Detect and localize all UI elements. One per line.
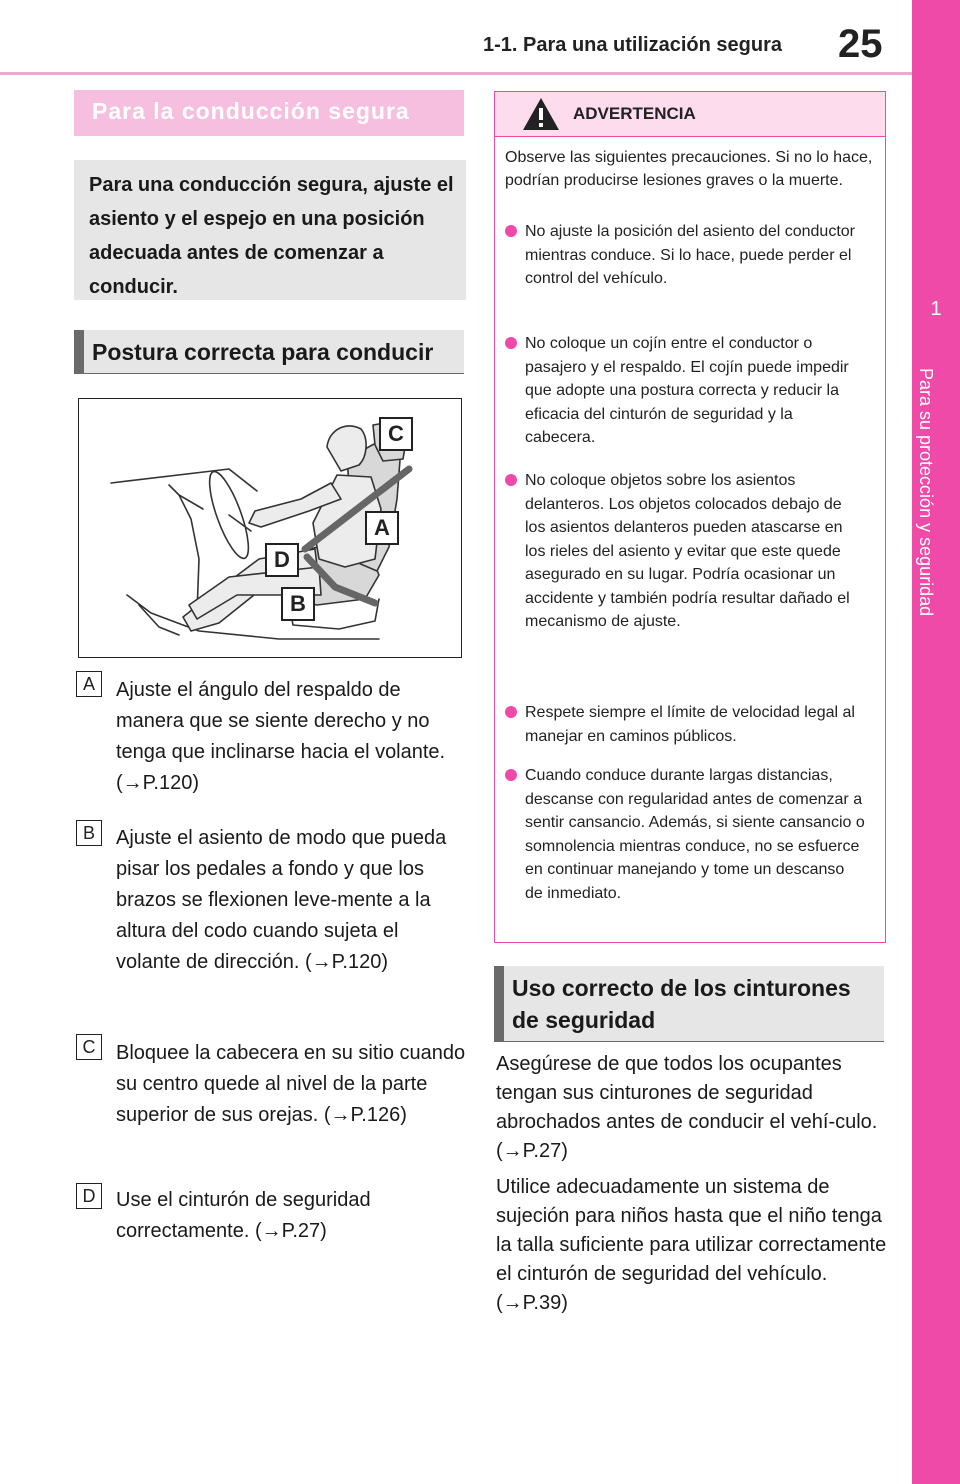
seatbelt-paragraph: Asegúrese de que todos los ocupantes tengan sus cinturones de seguridad abrochados antes de conducir el vehí-culo. (→P.27) <box>496 1053 878 1162</box>
figure-label-a: A <box>365 511 399 545</box>
figure-label-d: D <box>265 543 299 577</box>
warning-intro: Observe las siguientes precauciones. Si no lo hace, podrían producirse lesiones graves o la muerte. <box>505 149 873 189</box>
warning-box <box>494 91 886 943</box>
item-text-d: Use el cinturón de seguridad correctamente. (→P.27) <box>116 1189 371 1242</box>
intro-box <box>74 160 466 300</box>
warning-bullet-text: No ajuste la posición del asiento del conductor mientras conduce. Si lo hace, puede perder el control del vehículo. <box>525 223 855 287</box>
warning-bullet-text: Respete siempre el límite de velocidad legal al manejar en caminos públicos. <box>525 704 855 745</box>
main-heading-bar <box>74 90 464 136</box>
chapter-title: Para su protección y seguridad <box>916 368 936 617</box>
chapter-sidebar <box>912 0 960 1484</box>
warning-bullet-text: No coloque objetos sobre los asientos delanteros. Los objetos colocados debajo de los asientos delanteros pueden atascarse en los rieles del asiento y evitar que este quede asegurado en su lugar. Podría ocasionar un accidente y también podría resultar dañado el mecanismo de ajuste. <box>525 472 850 630</box>
item-label-b: B <box>76 820 102 846</box>
section-title: 1-1. Para una utilización segura <box>483 34 782 56</box>
driving-posture-figure <box>78 398 462 658</box>
section-heading-posture <box>74 330 464 374</box>
bullet-dot-icon <box>505 225 517 237</box>
intro-text: Para una conducción segura, ajuste el asiento y el espejo en una posición adecuada antes de comenzar a conducir. <box>89 174 454 298</box>
item-label-c: C <box>76 1034 102 1060</box>
warning-title: ADVERTENCIA <box>573 104 696 123</box>
warning-bullet-text: Cuando conduce durante largas distancias, descanse con regularidad antes de comenzar a sentir cansancio. Además, si siente cansancio o somnolencia mientras conduce, no se esfuerce en continuar manejando y tome un descanso de inmediato. <box>525 767 865 902</box>
warning-bullet-text: No coloque un cojín entre el conductor o pasajero y el respaldo. El cojín puede impedir que adopte una postura correcta y reducir la eficacia del cinturón de seguridad y la cabecera. <box>525 335 849 446</box>
item-text-c: Bloquee la cabecera en su sitio cuando su centro quede al nivel de la parte superior de sus orejas. (→P.126) <box>116 1042 466 1126</box>
section-heading-seatbelts <box>494 966 884 1042</box>
bullet-dot-icon <box>505 769 517 781</box>
bullet-dot-icon <box>505 706 517 718</box>
item-label-a: A <box>76 671 102 697</box>
item-label-d: D <box>76 1183 102 1209</box>
child-restraint-paragraph: Utilice adecuadamente un sistema de sujeción para niños hasta que el niño tenga la talla suficiente para utilizar correctamente el cinturón de seguridad del vehículo. (→P.39) <box>496 1176 887 1314</box>
bullet-dot-icon <box>505 474 517 486</box>
bullet-dot-icon <box>505 337 517 349</box>
section-heading-posture-text: Postura correcta para conducir <box>92 339 434 365</box>
section-heading-seatbelts-text: Uso correcto de los cinturones de seguridad <box>512 975 851 1033</box>
main-heading: Para la conducción segura <box>92 98 410 124</box>
figure-label-b: B <box>281 587 315 621</box>
item-text-b: Ajuste el asiento de modo que pueda pisar los pedales a fondo y que los brazos se flexionen leve-mente a la altura del codo cuando sujeta el volante de dirección. (→P.120) <box>116 827 447 973</box>
figure-label-c: C <box>379 417 413 451</box>
warning-header <box>495 92 885 137</box>
header-rule <box>0 72 912 75</box>
warning-triangle-icon <box>521 96 561 132</box>
chapter-number: 1 <box>930 298 942 320</box>
page-number: 25 <box>838 22 883 66</box>
item-text-a: Ajuste el ángulo del respaldo de manera que se siente derecho y no tenga que inclinarse hacia el volante. (→P.120) <box>116 679 446 794</box>
